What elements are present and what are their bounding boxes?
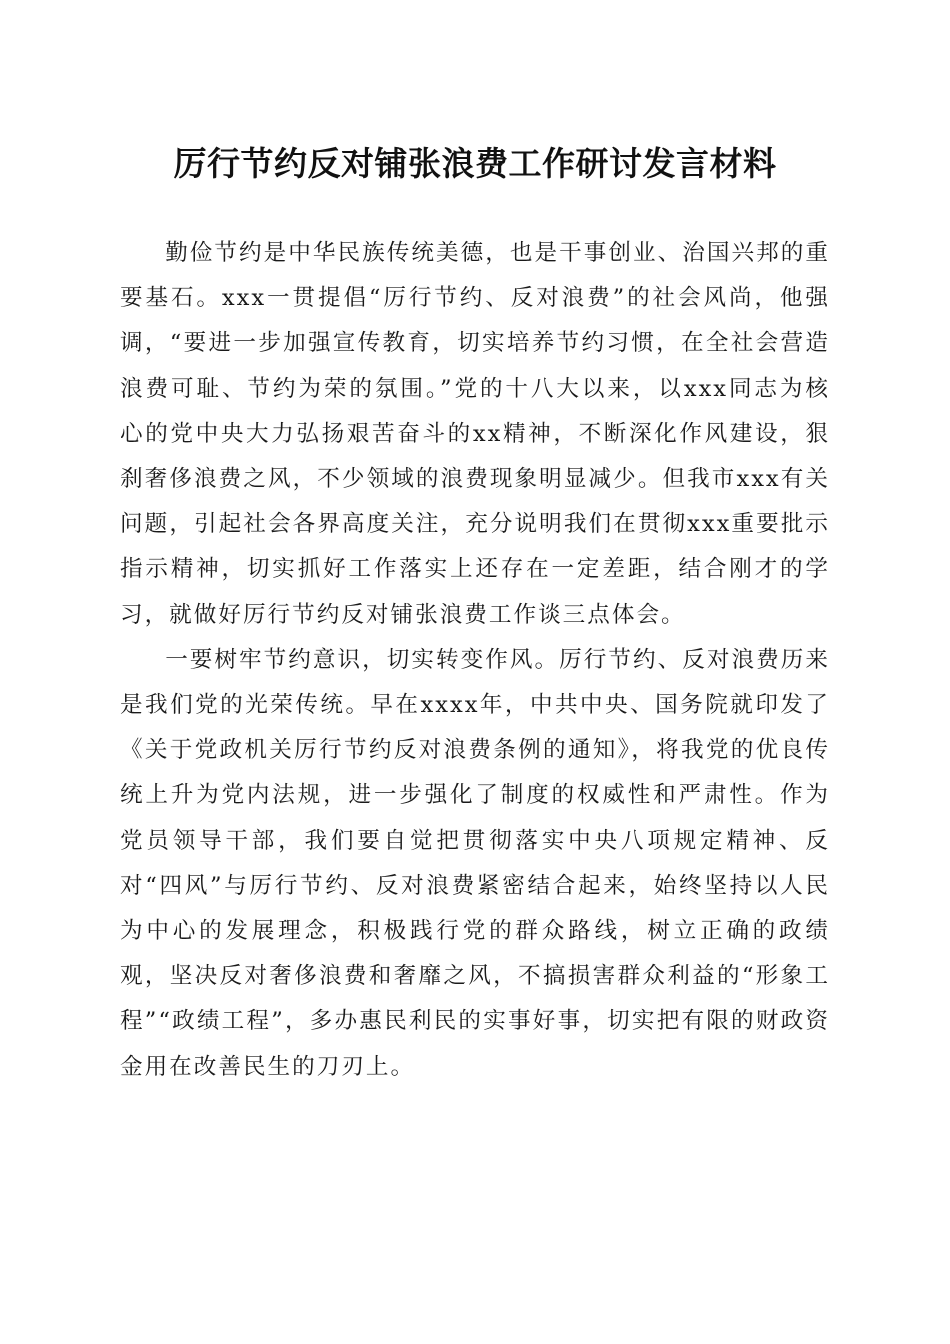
document-body: [120, 231, 830, 1090]
paragraph-point-one: 一要树牢节约意识，切实转变作风。厉行节约、反对浪费历来是我们党的光荣传统。早在xxxx年，中共中央、国务院就印发了《关于党政机关厉行节约反对浪费条例的通知》，将我党的优良传统上升为党内法规，进一步强化了制度的权威性和严肃性。作为党员领导干部，我们要自觉把贯彻落实中央八项规定精神、反对“四风”与厉行节约、反对浪费紧密结合起来，始终坚持以人民为中心的发展理念，积极践行党的群众路线，树立正确的政绩观，坚决反对奢侈浪费和奢靡之风，不搞损害群众利益的“形象工程”“政绩工程”，多办惠民利民的实事好事，切实把有限的财政资金用在改善民生的刀刃上。: [120, 646, 830, 1080]
document-title: 厉行节约反对铺张浪费工作研讨发言材料: [173, 144, 777, 183]
paragraph-intro: 勤俭节约是中华民族传统美德，也是干事创业、治国兴邦的重要基石。xxx一贯提倡“厉行节约、反对浪费”的社会风尚，他强调，“要进一步加强宣传教育，切实培养节约习惯，在全社会营造浪费可耻、节约为荣的氛围。”党的十八大以来，以xxx同志为核心的党中央大力弘扬艰苦奋斗的xx精神，不断深化作风建设，狠刹奢侈浪费之风，不少领域的浪费现象明显减少。但我市xxx有关问题，引起社会各界高度关注，充分说明我们在贯彻xxx重要批示指示精神，切实抓好工作落实上还存在一定差距，结合刚才的学习，就做好厉行节约反对铺张浪费工作谈三点体会。: [120, 240, 830, 628]
